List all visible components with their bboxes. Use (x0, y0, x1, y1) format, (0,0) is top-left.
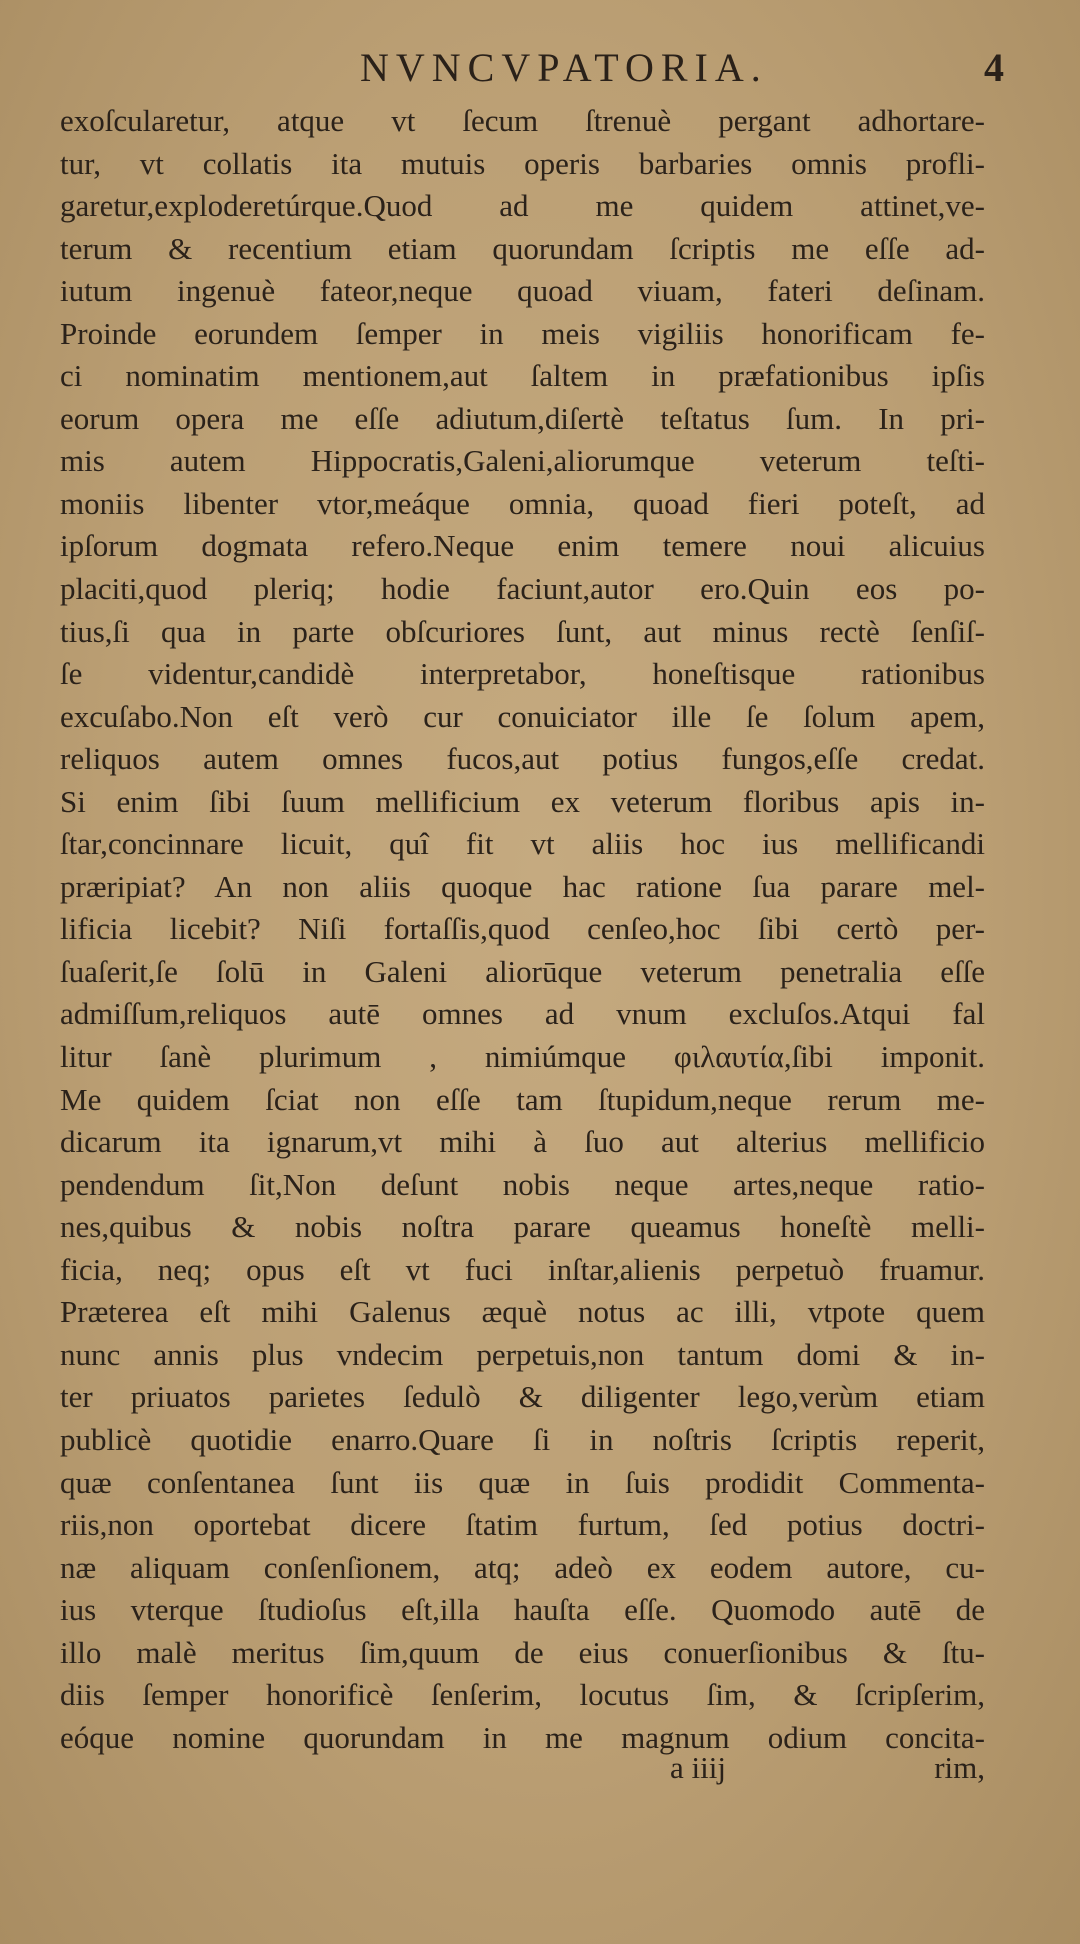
text-line: præripiat? An non aliis quoque hac ratione ſua parare mel- (60, 868, 985, 904)
text-line: ſe videntur,candidè interpretabor, honeſtisque rationibus (60, 656, 985, 692)
text-line: eóque nomine quorundam in me magnum odium concita- (60, 1719, 985, 1755)
text-line: diis ſemper honorificè ſenſerim, locutus ſim, & ſcripſerim, (60, 1677, 985, 1713)
text-line: tur, vt collatis ita mutuis operis barbaries omnis profli- (60, 145, 985, 181)
text-line: næ aliquam conſenſionem, atq; adeò ex eodem autore, cu- (60, 1549, 985, 1585)
text-line: reliquos autem omnes fucos,aut potius fungos,eſſe credat. (60, 741, 985, 777)
text-line: admiſſum,reliquos autē omnes ad vnum excluſos.Atqui fal (60, 996, 985, 1032)
text-line: excuſabo.Non eſt verò cur conuiciator ille ſe ſolum apem, (60, 698, 985, 734)
text-line: litur ſanè plurimum , nimiúmque φιλαυτία,ſibi imponit. (60, 1039, 985, 1075)
running-title: NVNCVPATORIA. (360, 45, 768, 90)
signature-mark: a iiij (670, 1750, 726, 1785)
text-line: garetur,exploderetúrque.Quod ad me quidem attinet,ve- (60, 188, 985, 224)
text-line: terum & recentium etiam quorundam ſcriptis me eſſe ad- (60, 230, 985, 266)
text-line: pendendum ſit,Non deſunt nobis neque artes,neque ratio- (60, 1166, 985, 1202)
text-line: publicè quotidie enarro.Quare ſi in noſtris ſcriptis reperit, (60, 1421, 985, 1457)
text-line: moniis libenter vtor,meáque omnia, quoad fieri poteſt, ad (60, 485, 985, 521)
text-line: exoſcularetur, atque vt ſecum ſtrenuè pergant adhortare- (60, 103, 985, 138)
catchword: rim, (934, 1750, 985, 1785)
text-line: nunc annis plus vndecim perpetuis,non tantum domi & in- (60, 1336, 985, 1372)
text-line: riis,non oportebat dicere ſtatim furtum, ſed potius doctri- (60, 1507, 985, 1543)
text-line: illo malè meritus ſim,quum de eius conuerſionibus & ſtu- (60, 1634, 985, 1670)
text-line: eorum opera me eſſe adiutum,diſertè teſtatus ſum. In pri- (60, 400, 985, 436)
text-line: Proinde eorundem ſemper in meis vigiliis honorificam fe- (60, 315, 985, 351)
text-line: Præterea eſt mihi Galenus æquè notus ac illi, vtpote quem (60, 1294, 985, 1330)
text-line: nes,quibus & nobis noſtra parare queamus honeſtè melli- (60, 1209, 985, 1245)
text-line: ficia, neq; opus eſt vt fuci inſtar,alienis perpetuò fruamur. (60, 1251, 985, 1287)
folio-number: 4 (984, 45, 1004, 90)
text-line: mis autem Hippocratis,Galeni,aliorumque veterum teſti- (60, 443, 985, 479)
text-line: ſuaſerit,ſe ſolū in Galeni aliorūque veterum penetralia eſſe (60, 953, 985, 989)
page-header (0, 44, 1080, 94)
text-line: ipſorum dogmata refero.Neque enim temere noui alicuius (60, 528, 985, 564)
text-line: tius,ſi qua in parte obſcuriores ſunt, aut minus rectè ſenſiſ- (60, 613, 985, 649)
text-line: placiti,quod pleriq; hodie faciunt,autor ero.Quin eos po- (60, 571, 985, 607)
text-line: ius vterque ſtudioſus eſt,illa hauſta eſſe. Quomodo autē de (60, 1592, 985, 1628)
text-line: Si enim ſibi ſuum mellificium ex veterum floribus apis in- (60, 783, 985, 819)
text-line: lificia licebit? Niſi fortaſſis,quod cenſeo,hoc ſibi certò per- (60, 911, 985, 947)
text-line: ci nominatim mentionem,aut ſaltem in præfationibus ipſis (60, 358, 985, 394)
page-footer (60, 1750, 985, 1790)
text-line: ſtar,concinnare licuit, quî fit vt aliis hoc ius mellificandi (60, 826, 985, 862)
text-line: iutum ingenuè fateor,neque quoad viuam, fateri deſinam. (60, 273, 985, 309)
body-text (60, 100, 985, 1759)
text-line: dicarum ita ignarum,vt mihi à ſuo aut alterius mellificio (60, 1124, 985, 1160)
text-line: quæ conſentanea ſunt iis quæ in ſuis prodidit Commenta- (60, 1464, 985, 1500)
text-line: Me quidem ſciat non eſſe tam ſtupidum,neque rerum me- (60, 1081, 985, 1117)
text-line: ter priuatos parietes ſedulò & diligenter lego,verùm etiam (60, 1379, 985, 1415)
